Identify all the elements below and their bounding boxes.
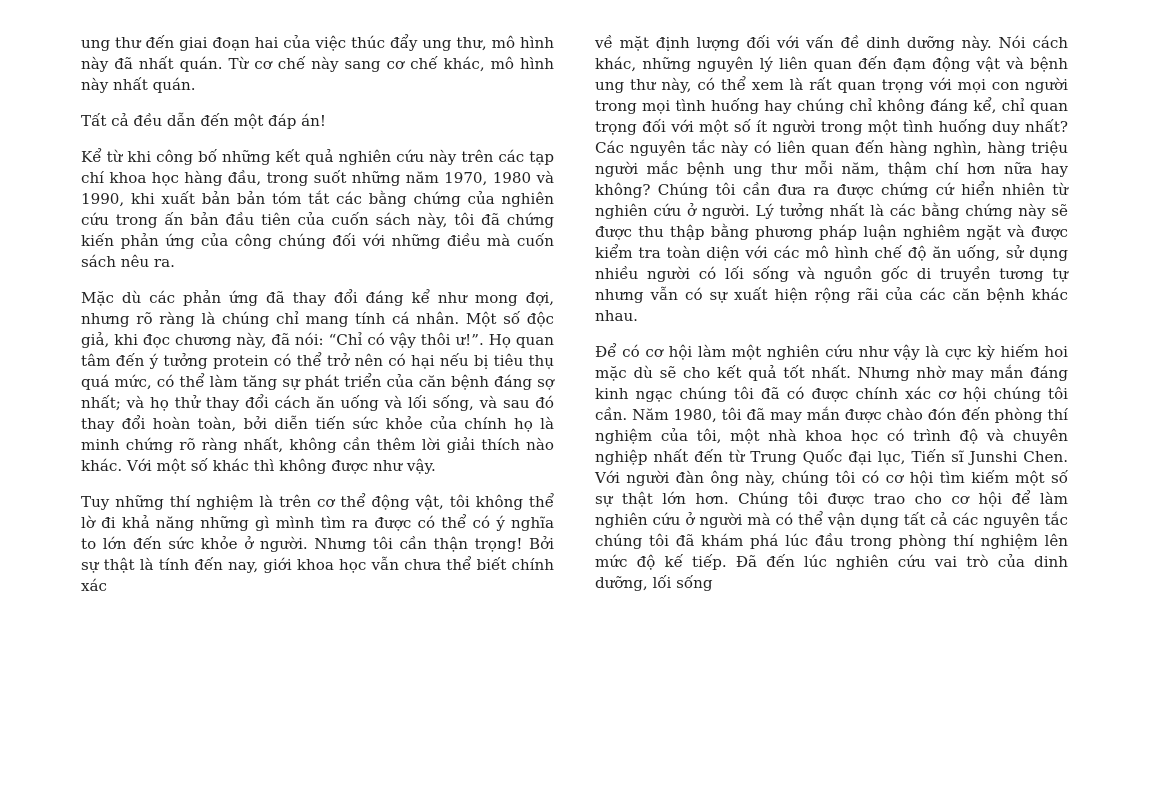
paragraph: Tất cả đều dẫn đến một đáp án! [81, 112, 326, 130]
paragraph: Kể từ khi công bố những kết quả nghiên cứu này trên các tạp chí khoa học hàng đầu, trong suốt những năm 1970, 1980 và 1990, khi xuất bản bản tóm tắt các bằng chứng của nghiên cứu trong ấn bản đầu tiên của cuốn sách này, tôi đã chứng kiến phản ứng của công chúng đối với những điều mà cuốn sách nêu ra. [81, 148, 554, 271]
paragraph: về mặt định lượng đối với vấn đề dinh dưỡng này. Nói cách khác, những nguyên lý liên quan đến đạm động vật và bệnh ung thư này, có thể xem là rất quan trọng với mọi con người trong mọi tình huống hay chúng chỉ không đáng kể, chỉ quan trọng đối với một số ít người trong một tình huống duy nhất? Các nguyên tắc này có liên quan đến hàng nghìn, hàng triệu người mắc bệnh ung thư mỗi năm, thậm chí hơn nữa hay không? Chúng tôi cần đưa ra được chứng cứ hiển nhiên từ nghiên cứu ở người. Lý tưởng nhất là các bằng chứng này sẽ được thu thập bằng phương pháp luận nghiêm ngặt và được kiểm tra toàn diện với các mô hình chế độ ăn uống, sử dụng nhiều người có lối sống và nguồn gốc di truyền tương tự nhưng vẫn có sự xuất hiện rộng rãi của các căn bệnh khác nhau. [595, 34, 1068, 325]
paragraph: Mặc dù các phản ứng đã thay đổi đáng kể như mong đợi, nhưng rõ ràng là chúng chỉ mang tính cá nhân. Một số độc giả, khi đọc chương này, đã nói: “Chỉ có vậy thôi ư!”. Họ quan tâm đến ý tưởng protein có thể trở nên có hại nếu bị tiêu thụ quá mức, có thể làm tăng sự phát triển của căn bệnh đáng sợ nhất; và họ thử thay đổi cách ăn uống và lối sống, và sau đó thay đổi hoàn toàn, bởi diễn tiến sức khỏe của chính họ là minh chứng rõ ràng nhất, không cần thêm lời giải thích nào khác. Với một số khác thì không được như vậy. [81, 289, 554, 475]
right-text-column [595, 33, 1068, 609]
paragraph: ung thư đến giai đoạn hai của việc thúc đẩy ung thư, mô hình này đã nhất quán. Từ cơ chế này sang cơ chế khác, mô hình này nhất quán. [81, 34, 554, 94]
paragraph: Tuy những thí nghiệm là trên cơ thể động vật, tôi không thể lờ đi khả năng những gì mình tìm ra được có thể có ý nghĩa to lớn đến sức khỏe ở người. Nhưng tôi cần thận trọng! Bởi sự thật là tính đến nay, giới khoa học vẫn chưa thể biết chính xác [81, 493, 554, 595]
left-text-column [81, 33, 554, 612]
paragraph: Để có cơ hội làm một nghiên cứu như vậy là cực kỳ hiếm hoi mặc dù sẽ cho kết quả tốt nhất. Nhưng nhờ may mắn đáng kinh ngạc chúng tôi đã có được chính xác cơ hội chúng tôi cần. Năm 1980, tôi đã may mắn được chào đón đến phòng thí nghiệm của tôi, một nhà khoa học có trình độ và chuyên nghiệp nhất đến từ Trung Quốc đại lục, Tiến sĩ Junshi Chen. Với người đàn ông này, chúng tôi có cơ hội tìm kiếm một số sự thật lớn hơn. Chúng tôi được trao cho cơ hội để làm nghiên cứu ở người mà có thể vận dụng tất cả các nguyên tắc chúng tôi đã khám phá lúc đầu trong phòng thí nghiệm lên mức độ kế tiếp. Đã đến lúc nghiên cứu vai trò của dinh dưỡng, lối sống [595, 343, 1068, 592]
